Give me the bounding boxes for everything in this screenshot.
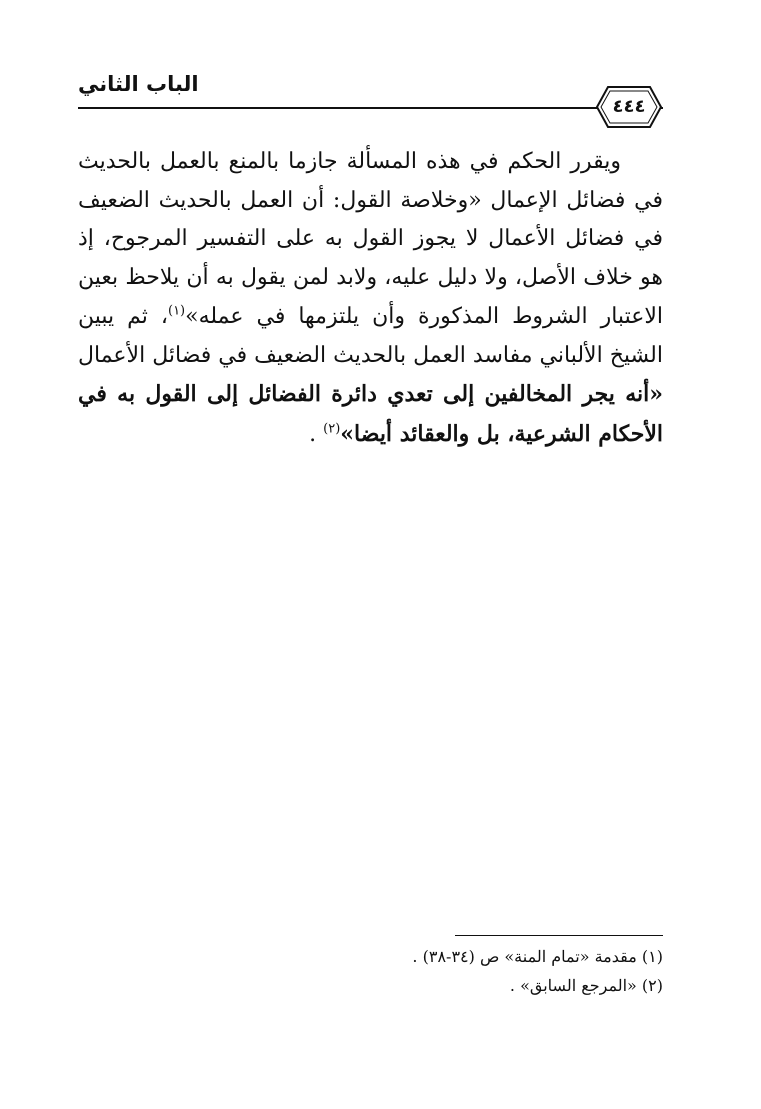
page-number-badge <box>596 86 662 128</box>
chapter-title: الباب الثاني <box>78 72 199 96</box>
footnote-ref-1: (١) <box>167 303 186 319</box>
footnote-text: «المرجع السابق» . <box>509 976 637 995</box>
text-segment: ، ثم يبين الشيخ الألباني مفاسد العمل بالحديث الضعيف في فضائل الأعمال <box>78 303 663 368</box>
footnote-item <box>300 971 663 1000</box>
footnote-text: مقدمة «تمام المنة» ص (٣٤-٣٨) . <box>412 947 637 966</box>
footnotes <box>300 942 663 1000</box>
text-segment: ويقرر الحكم في هذه المسألة جازما بالمنع بالعمل بالحديث في فضائل الإعمال «وخلاصة القول: أن العمل بالحديث الضعيف في فضائل الأعمال لا يجوز القول به على التفسير المرجوح، إذ هو خلاف الأصل، ولا دليل عليه، ولابد لمن يقول به أن يلاحظ بعين الاعتبار الشروط المذكورة وأن يلتزمها في عمله» <box>78 149 663 329</box>
paragraph <box>78 143 663 455</box>
bold-quote: «أنه يجر المخالفين إلى تعدي دائرة الفضائل إلى القول به في الأحكام الشرعية، بل والعقائد أيضا» <box>78 381 663 447</box>
footnote-ref-2: (٢) <box>323 421 341 437</box>
page-number: ٤٤٤ <box>612 96 646 117</box>
footnote-number: (٢) <box>641 976 663 995</box>
body-text <box>78 143 663 455</box>
footnote-item <box>300 942 663 971</box>
header-rule <box>78 107 663 109</box>
footnote-rule <box>455 935 663 936</box>
footnote-number: (١) <box>641 947 663 966</box>
text-segment: . <box>309 421 324 447</box>
